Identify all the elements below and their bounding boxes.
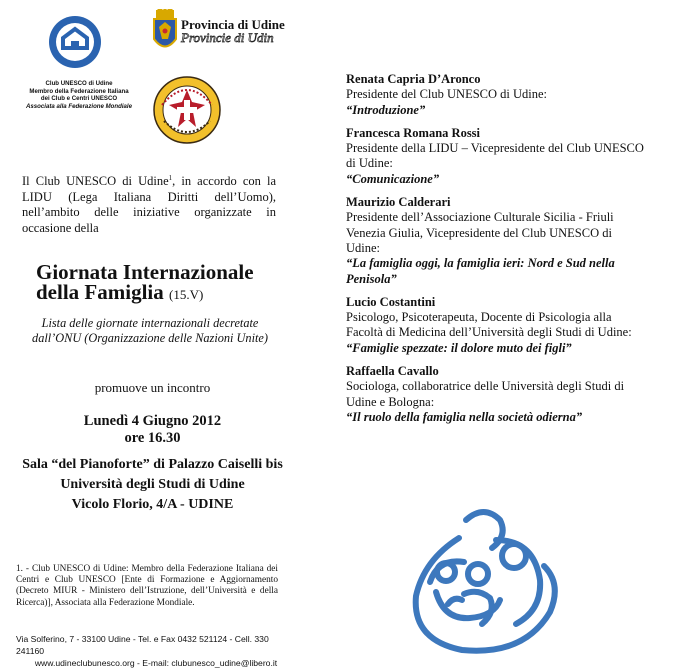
title-line: della Famiglia (36, 280, 164, 304)
location-line: Università degli Studi di Udine (60, 477, 245, 492)
speaker-name: Francesca Romana Rossi (346, 125, 481, 140)
knights-of-malta-seal (152, 75, 222, 145)
speaker-item (346, 126, 646, 187)
footnote-ref: 1 (168, 174, 173, 182)
family-embrace-logo (404, 500, 564, 656)
provincia-udine-wordmark (181, 18, 285, 44)
event-date: Lunedì 4 Giugno 2012 (83, 413, 222, 429)
speaker-role: Presidente del Club UNESCO di Udine: (346, 87, 548, 102)
event-when (0, 413, 305, 446)
footnote: 1. - Club UNESCO di Udine: Membro della Federazione Italiana dei Centri e Club UNESCO [Ente di Formazione e Aggiornamento (Decreto MIUR - Ministero dell’Istruzione, dell’Università e della Ricerca)], Associata alla Federazione Mondiale. (16, 564, 278, 608)
title-date-ref: (15.V) (169, 287, 204, 302)
provincia-line: Provincia di Udine (181, 17, 285, 32)
club-line: Associata alla Federazione Mondiale (26, 102, 132, 110)
onu-list-note: Lista delle giornate internazionali decretate dall’ONU (Organizzazione delle Nazioni Unite) (32, 316, 268, 345)
speaker-name: Raffaella Cavallo (346, 364, 439, 379)
intro-paragraph (22, 171, 276, 237)
contact-web-email: www.udineclubunesco.org - E-mail: clubunesco_udine@libero.it (34, 658, 278, 668)
title-line: Giornata Internazionale (36, 260, 254, 284)
provincia-line-friulian: Provincie di Udin (181, 30, 274, 45)
speaker-role: Presidente dell’Associazione Culturale Sicilia - Friuli Venezia Giulia, Vicepresidente del Club UNESCO di Udine: (346, 210, 614, 255)
promuove-text: promuove un incontro (94, 380, 211, 395)
speaker-name: Renata Capria D’Aronco (346, 72, 481, 86)
speaker-talk: “Il ruolo della famiglia nella società odierna” (346, 409, 583, 424)
club-line: Membro della Federazione Italiana (29, 87, 129, 95)
unesco-club-logo (47, 14, 103, 70)
speaker-talk: “Comunicazione” (346, 171, 440, 186)
speaker-role: Psicologo, Psicoterapeuta, Docente di Psicologia alla Facoltà di Medicina dell’Università degli Studi di Udine: (346, 310, 632, 340)
event-time: ore 16.30 (124, 429, 181, 446)
contacts (16, 633, 296, 669)
speaker-item (346, 295, 646, 356)
intro-text-cont: , in accordo con la LIDU (Lega Italiana Diritti dell’Uomo), nell’ambito delle iniziative organizzate in occasione della (22, 174, 276, 235)
speaker-role: Presidente della LIDU – Vicepresidente del Club UNESCO di Udine: (346, 141, 644, 171)
intro-text: Il Club UNESCO di Udine (22, 174, 169, 189)
speaker-role: Sociologa, collaboratrice delle Università degli Studi di Udine e Bologna: (346, 379, 625, 409)
provincia-crest-icon (152, 9, 178, 55)
event-title (36, 262, 254, 305)
speaker-talk: “La famiglia oggi, la famiglia ieri: Nord e Sud nella Penisola” (346, 256, 615, 286)
location-line: Sala “del Pianoforte” di Palazzo Caiselli bis (22, 457, 283, 472)
event-location (0, 455, 305, 515)
contact-address: Via Solferino, 7 - 33100 Udine - Tel. e Fax 0432 521124 - Cell. 330 241160 (16, 634, 269, 656)
speaker-talk: “Famiglie spezzate: il dolore muto dei figli” (346, 340, 572, 355)
speaker-talk: “Introduzione” (346, 102, 426, 117)
speaker-item (346, 195, 646, 287)
club-unesco-description (20, 80, 138, 110)
speakers-list (346, 72, 646, 433)
speaker-item (346, 364, 646, 425)
club-line: dei Club e Centri UNESCO (40, 95, 118, 103)
speaker-item (346, 72, 646, 118)
speaker-name: Lucio Costantini (346, 294, 436, 309)
location-line: Vicolo Florio, 4/A - UDINE (71, 497, 234, 512)
club-line: Club UNESCO di Udine (45, 80, 113, 87)
speaker-name: Maurizio Calderari (346, 195, 451, 210)
